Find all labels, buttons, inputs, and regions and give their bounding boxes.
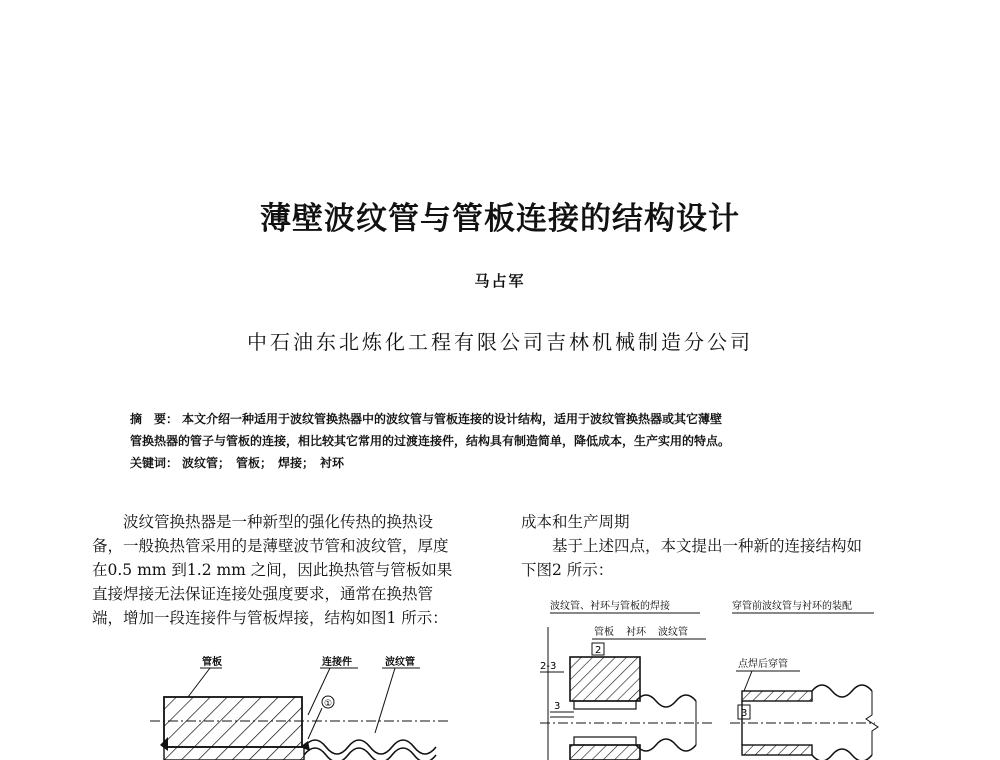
fig2-caption-left: 波纹管、衬环与管板的焊接 xyxy=(550,601,670,612)
fig2-tubesheet-section xyxy=(570,657,640,701)
fig2-marker-3a: 3 xyxy=(554,701,561,712)
fig2-bellows-wall xyxy=(636,695,696,707)
abstract-line-2: 管换热器的管子与管板的连接，相比较其它常用的过渡连接件，结构具有制造简单，降低成本，生产实用的特点。 xyxy=(130,434,731,448)
fig1-label-tubesheet: 管板 xyxy=(202,657,222,668)
fig2-label-bellows: 波纹管 xyxy=(658,627,688,638)
fig2-label-liner: 衬环 xyxy=(626,627,646,638)
body-right-line: 基于上述四点，本文提出一种新的连接结构如 xyxy=(552,537,863,555)
body-right-line: 下图2 所示： xyxy=(521,561,614,579)
fig1-connector-section xyxy=(164,747,304,760)
body-right-line: 成本和生产周期 xyxy=(521,513,630,531)
keywords-label: 关键词： xyxy=(130,456,179,470)
body-left-line: 波纹管换热器是一种新型的强化传热的换热设 xyxy=(123,513,434,531)
fig2-bellows-wall xyxy=(812,685,872,697)
fig2-label-spotweld: 点焊后穿管 xyxy=(738,659,788,670)
fig1-label-bellows: 波纹管 xyxy=(385,657,415,668)
body-left-line: 备，一般换热管采用的是薄壁波节管和波纹管，厚度 xyxy=(92,537,449,555)
keywords-line xyxy=(130,452,890,474)
fig2-marker-3b: 3 xyxy=(741,708,748,719)
paper-title: 薄壁波纹管与管板连接的结构设计 xyxy=(260,201,740,237)
body-column-right xyxy=(521,510,921,582)
abstract-line-1 xyxy=(130,408,890,430)
fig2-break-line xyxy=(866,691,878,755)
body-left-line: 端，增加一段连接件与管板焊接，结构如图1 所示： xyxy=(92,609,448,627)
abstract-label: 摘 要： xyxy=(130,412,179,426)
fig2-bellows-wall xyxy=(636,739,696,751)
fig2-marker-2: 2 xyxy=(595,645,602,656)
body-left-line: 在0.5 mm 到1.2 mm 之间，因此换热管与管板如果 xyxy=(92,561,453,579)
fig2-liner-ring xyxy=(742,691,812,701)
abstract-text-1: 本文介绍一种适用于波纹管换热器中的波纹管与管板连接的设计结构，适用于波纹管换热器或其它薄壁 xyxy=(182,412,723,426)
fig2-bellows-wall xyxy=(812,749,872,760)
fig2-caption-right: 穿管前波纹管与衬环的装配 xyxy=(732,601,852,612)
fig1-leader-line xyxy=(375,668,395,733)
fig1-leader-line xyxy=(188,668,210,697)
author-name: 马占军 xyxy=(474,272,526,290)
fig2-liner-ring xyxy=(574,701,636,709)
fig2-label-tubesheet: 管板 xyxy=(594,627,614,638)
keywords-text: 波纹管； 管板； 焊接； 衬环 xyxy=(182,456,345,470)
fig1-tubesheet-section xyxy=(164,697,302,747)
fig2-liner-ring xyxy=(742,745,812,755)
body-column-left xyxy=(92,510,492,630)
abstract-block xyxy=(130,408,890,474)
fig1-marker: ① xyxy=(324,699,333,709)
body-left-line: 直接焊接无法保证连接处强度要求，通常在换热管 xyxy=(92,585,434,603)
fig2-marker-23: 2-3 xyxy=(540,661,557,672)
fig2-tubesheet-section xyxy=(570,745,640,760)
affiliation: 中石油东北炼化工程有限公司吉林机械制造分公司 xyxy=(247,330,753,354)
fig1-leader-line xyxy=(308,708,322,739)
figure-2-diagram xyxy=(530,595,890,760)
fig2-liner-ring xyxy=(574,737,636,745)
fig2-leader-line xyxy=(744,671,752,691)
fig1-label-connector: 连接件 xyxy=(322,657,352,668)
figure-1-diagram xyxy=(150,655,450,760)
